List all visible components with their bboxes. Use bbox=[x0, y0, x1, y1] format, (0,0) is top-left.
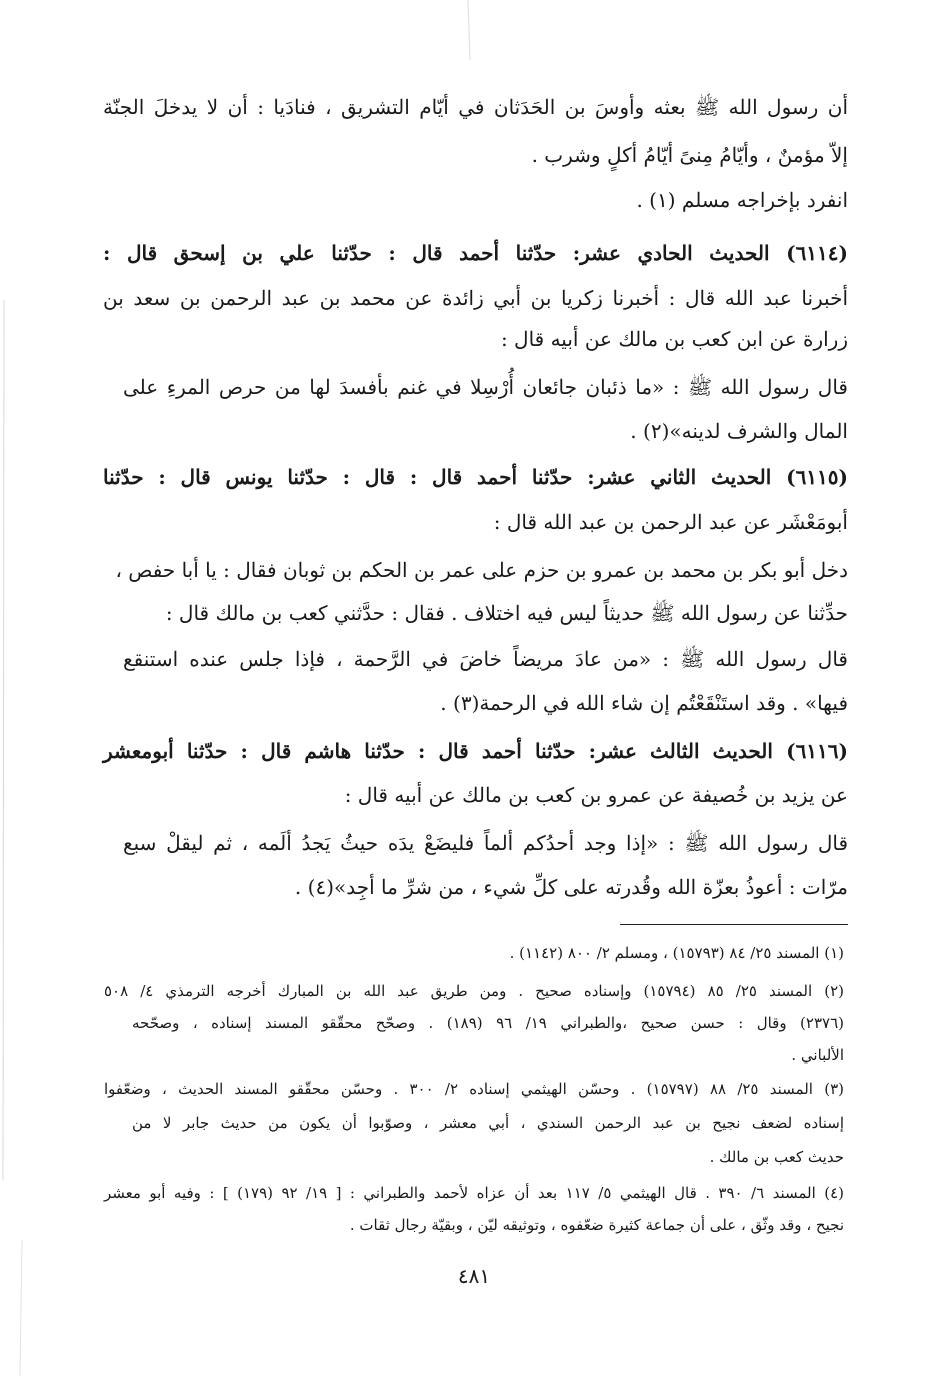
footnote-line: (٣) المسند ٢٥/ ٨٨ (١٥٧٩٧) . وحسّن الهيثمي إسناده ٢/ ٣٠٠ . وحسّن محقّقو المسند الحديث ، وضعّفوا bbox=[104, 1080, 844, 1098]
footnote-line: (٤) المسند ٦/ ٣٩٠ . قال الهيثمي ٥/ ١١٧ بعد أن عزاه لأحمد والطبراني : [ ١٩/ ٩٢ (١٧٩) ] : وفيه أبو معشر bbox=[104, 1184, 844, 1202]
body-line: زرارة عن ابن كعب بن مالك عن أبيه قال : bbox=[500, 327, 848, 351]
body-line: انفرد بإخراجه مسلم (١) . bbox=[636, 188, 848, 212]
body-line: قال رسول الله ﷺ : «إذا وجد أحدُكم ألماً فليضَعْ يدَه حيثُ يَجدُ ألَمه ، ثم ليقلْ سبع bbox=[123, 831, 848, 855]
body-line: مرّات : أعوذُ بعزّة الله وقُدرته على كلِّ شيء ، من شرِّ ما أجِد»(٤) . bbox=[294, 875, 848, 899]
footnote-line: (٢) المسند ٢٥/ ٨٥ (١٥٧٩٤) وإسناده صحيح . ومن طريق عبد الله بن المبارك أخرجه الترمذي ٤/ ٥٠٨ bbox=[104, 982, 844, 1000]
footnote-line: إسناده لضعف نجيح بن عبد الرحمن السندي ، أبي معشر ، وصوّبوا أن يكون من حديث جابر لا من bbox=[132, 1114, 844, 1132]
footnote-line: الألباني . bbox=[791, 1046, 844, 1064]
page-number: ٤٨١ bbox=[457, 1264, 491, 1288]
body-line: أبومَعْشَر عن عبد الرحمن بن عبد الله قال : bbox=[493, 510, 848, 534]
hadith-heading: (٦١١٤) الحديث الحادي عشر: حدّثنا أحمد قال : حدّثنا علي بن إسحق قال : bbox=[103, 241, 848, 265]
body-line: أخبرنا عبد الله قال : أخبرنا زكريا بن أبي زائدة عن محمد بن عبد الرحمن بن سعد بن bbox=[103, 286, 848, 310]
footnote-divider bbox=[620, 924, 848, 925]
hadith-heading: (٦١١٦) الحديث الثالث عشر: حدّثنا أحمد قال : حدّثنا هاشم قال : حدّثنا أبومعشر bbox=[103, 739, 848, 763]
body-line: المال والشرف لدينه»(٢) . bbox=[630, 419, 848, 443]
footnote-line: (١) المسند ٢٥/ ٨٤ (١٥٧٩٣) ، ومسلم ٢/ ٨٠٠ (١١٤٢) . bbox=[509, 944, 844, 962]
footnote-line: (٢٣٧٦) وقال : حسن صحيح ،والطبراني ١٩/ ٩٦ (١٨٩) . وصحّح محقّقو المسند إسناده ، وصحّحه bbox=[132, 1014, 844, 1032]
body-line: عن يزيد بن خُصيفة عن عمرو بن كعب بن مالك عن أبيه قال : bbox=[344, 783, 848, 807]
body-line: أن رسول الله ﷺ بعثه وأوسَ بن الحَدَثان في أيّام التشريق ، فنادَيا : أن لا يدخلَ الجنّة bbox=[103, 95, 848, 119]
body-line: قال رسول الله ﷺ : «ما ذئبان جائعان أُرْسِلا في غنم بأفسدَ لها من حرص المرءِ على bbox=[123, 375, 848, 399]
body-line: حدِّثنا عن رسول الله ﷺ حديثاً ليس فيه اختلاف . فقال : حدَّثني كعب بن مالك قال : bbox=[165, 601, 848, 625]
footnote-line: حديث كعب بن مالك . bbox=[709, 1148, 844, 1166]
footnote-line: نجيح ، وقد وثّق ، على أن جماعة كثيرة ضعّفوه ، وتوثيقه ليّن ، وبقيّة رجال ثقات . bbox=[349, 1216, 844, 1234]
body-line: إلاّ مؤمنٌ ، وأيّامُ مِنىً أيّامُ أكلٍ وشرب . bbox=[531, 143, 848, 167]
body-line: دخل أبو بكر بن محمد بن عمرو بن حزم على عمر بن الحكم بن ثوبان فقال : يا أبا حفص ، bbox=[115, 558, 848, 582]
body-line: فيها» . وقد استَنْقَعْتُم إن شاء الله في الرحمة(٣) . bbox=[440, 691, 848, 715]
body-line: قال رسول الله ﷺ : «من عادَ مريضاً خاضَ في الرَّحمة ، فإذا جلس عنده استنقع bbox=[123, 647, 848, 671]
hadith-heading: (٦١١٥) الحديث الثاني عشر: حدّثنا أحمد قال : قال : حدّثنا يونس قال : حدّثنا bbox=[103, 465, 848, 489]
